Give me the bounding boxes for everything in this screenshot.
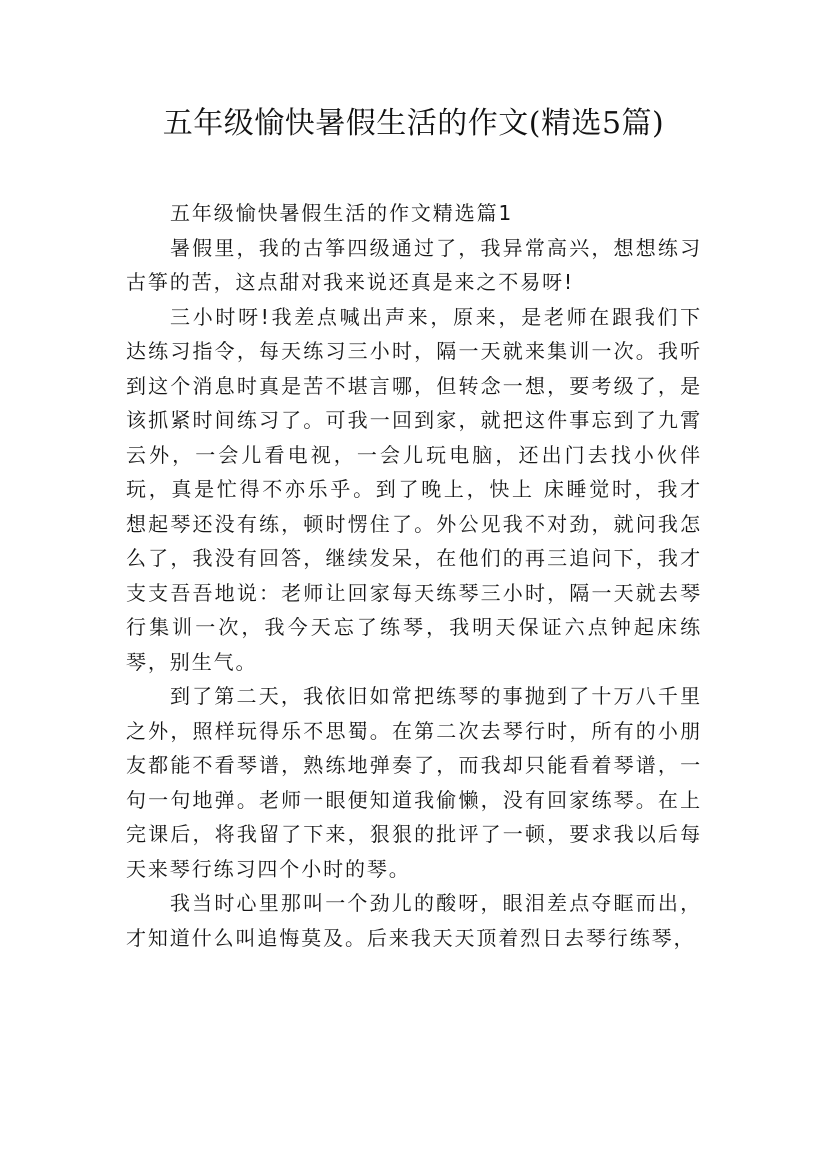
- paragraph-4: 我当时心里那叫一个劲儿的酸呀，眼泪差点夺眶而出，才知道什么叫追悔莫及。后来我天天顶着烈日去琴行练琴，: [126, 891, 702, 950]
- document-title: 五年级愉快暑假生活的作文(精选5篇): [162, 106, 665, 141]
- section-heading: 五年级愉快暑假生活的作文精选篇1: [170, 201, 514, 225]
- paragraph-3: 到了第二天，我依旧如常把练琴的事抛到了十万八千里之外，照样玩得乐不思蜀。在第二次去琴行时，所有的小朋友都能不看琴谱，熟练地弹奏了，而我却只能看着琴谱，一句一句地弹。老师一眼便知道我偷懒，没有回家练琴。在上完课后，将我留了下来，狠狠的批评了一顿，要求我以后每天来琴行练习四个小时的琴。: [126, 684, 702, 881]
- paragraph-2: 三小时呀!我差点喊出声来，原来，是老师在跟我们下达练习指令，每天练习三小时，隔一天就来集训一次。我听到这个消息时真是苦不堪言哪，但转念一想，要考级了，是该抓紧时间练习了。可我一回到家，就把这件事忘到了九霄云外，一会儿看电视，一会儿玩电脑，还出门去找小伙伴玩，真是忙得不亦乐乎。到了晚上，快上 床睡觉时，我才想起琴还没有练，顿时愣住了。外公见我不对劲，就问我怎么了，我没有回答，继续发呆，在他们的再三追问下，我才支支吾吾地说：老师让回家每天练琴三小时，隔一天就去琴行集训一次，我今天忘了练琴，我明天保证六点钟起床练琴，别生气。: [126, 304, 702, 674]
- document-body: [126, 196, 702, 955]
- paragraph-1: 暑假里，我的古筝四级通过了，我异常高兴，想想练习古筝的苦，这点甜对我来说还真是来之不易呀!: [126, 235, 702, 294]
